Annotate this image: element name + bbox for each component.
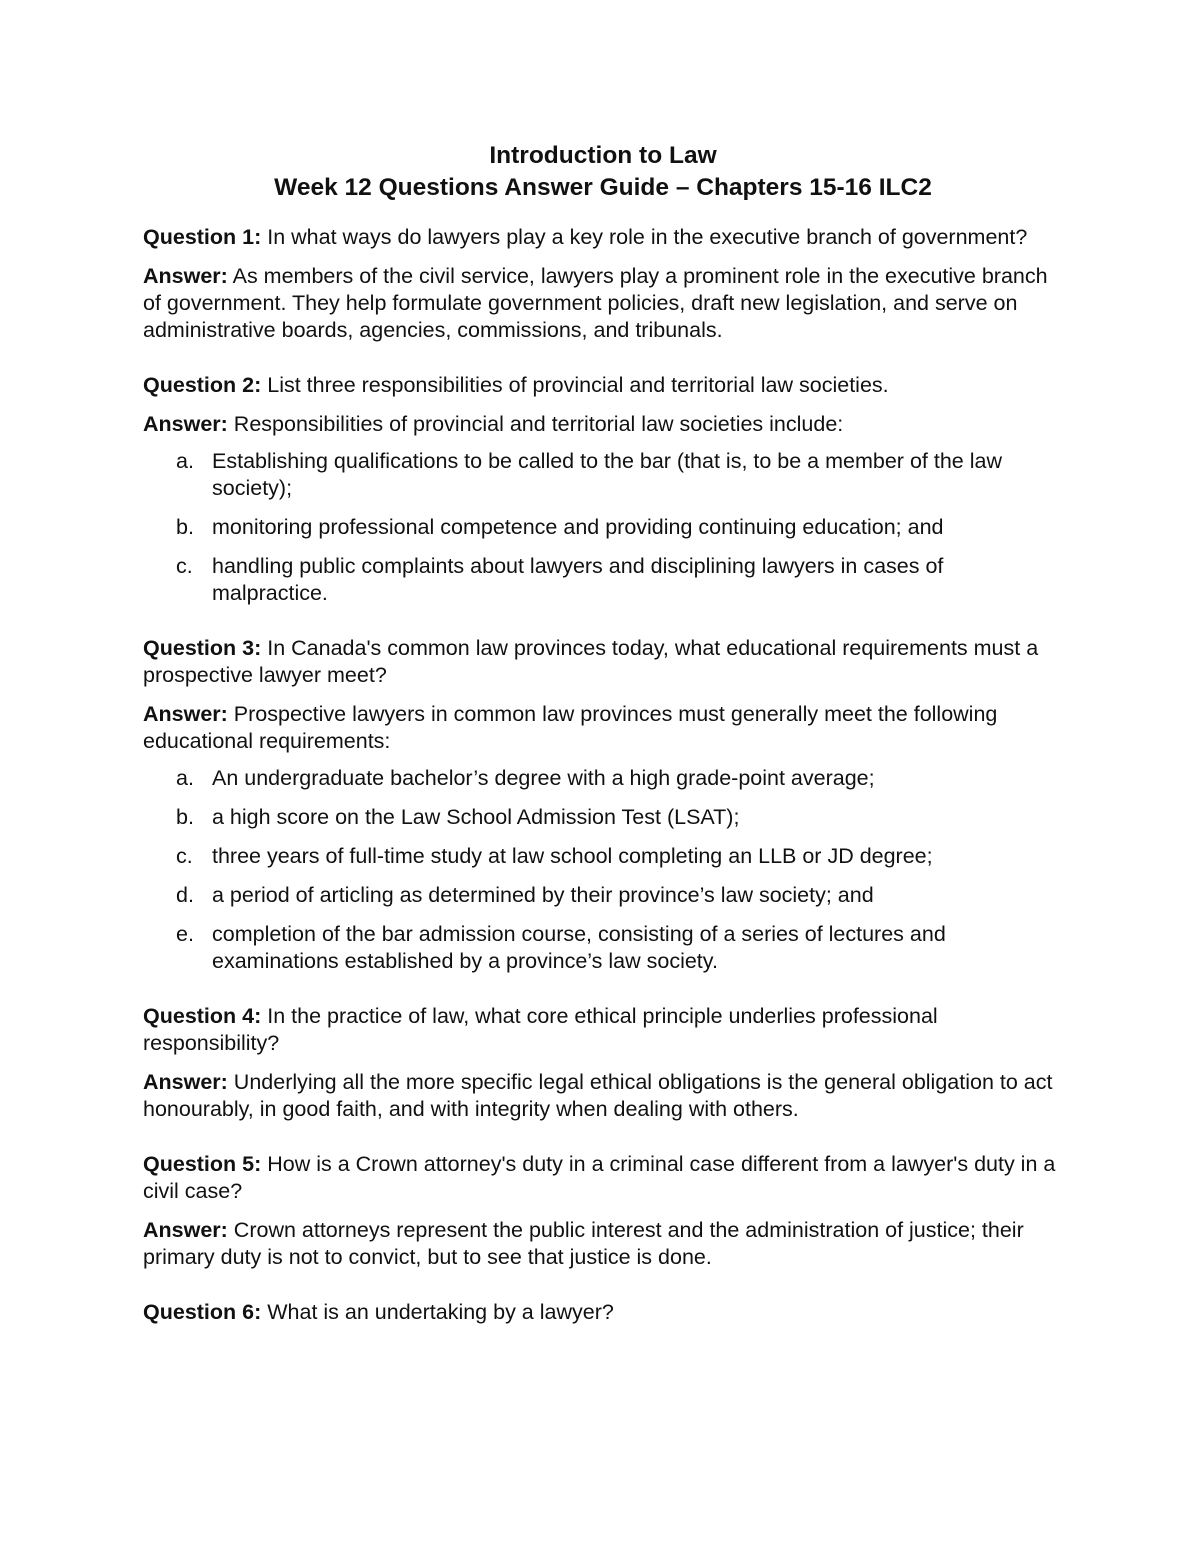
question-label: Question 4: xyxy=(143,1004,262,1028)
list-item-text: Establishing qualifications to be called to the bar (that is, to be a member of the law society); xyxy=(212,449,1002,500)
question-text: What is an undertaking by a lawyer? xyxy=(261,1300,614,1324)
list-item-text: handling public complaints about lawyers and disciplining lawyers in cases of malpractice. xyxy=(212,554,944,605)
list-item-text: a high score on the Law School Admission Test (LSAT); xyxy=(212,805,740,829)
question-label: Question 2: xyxy=(143,373,262,397)
answer-text: Responsibilities of provincial and territorial law societies include: xyxy=(227,412,844,436)
list-item xyxy=(143,448,1063,502)
list-marker: a. xyxy=(176,449,194,473)
question-2 xyxy=(143,372,1063,399)
qa-block-5 xyxy=(143,1151,1063,1271)
question-5 xyxy=(143,1151,1063,1205)
question-text: How is a Crown attorney's duty in a criminal case different from a lawyer's duty in a civil case? xyxy=(143,1152,1056,1203)
list-item xyxy=(143,553,1063,607)
document-subtitle: Week 12 Questions Answer Guide – Chapters 15-16 ILC2 xyxy=(274,174,932,201)
list-item xyxy=(143,514,1063,541)
answer-label: Answer: xyxy=(143,702,228,726)
list-marker: b. xyxy=(176,805,194,829)
list-item-text: three years of full-time study at law school completing an LLB or JD degree; xyxy=(212,844,933,868)
answer-label: Answer: xyxy=(143,1218,228,1242)
question-text: In the practice of law, what core ethical principle underlies professional responsibility? xyxy=(143,1004,938,1055)
answer-4 xyxy=(143,1069,1063,1123)
list-marker: a. xyxy=(176,766,194,790)
qa-block-2 xyxy=(143,372,1063,607)
answer-1 xyxy=(143,263,1063,344)
answer-text: Crown attorneys represent the public interest and the administration of justice; their primary duty is not to convict, but to see that justice is done. xyxy=(143,1218,1024,1269)
list-item xyxy=(143,765,1063,792)
question-1 xyxy=(143,224,1063,251)
list-marker: e. xyxy=(176,922,194,946)
list-marker: b. xyxy=(176,515,194,539)
list-marker: c. xyxy=(176,844,193,868)
answer-text: Prospective lawyers in common law provinces must generally meet the following educational requirements: xyxy=(143,702,998,753)
answer-3 xyxy=(143,701,1063,755)
question-6 xyxy=(143,1299,1063,1326)
list-item-text: a period of articling as determined by their province’s law society; and xyxy=(212,883,874,907)
qa-block-1 xyxy=(143,224,1063,344)
answer-list xyxy=(143,765,1063,975)
list-item-text: completion of the bar admission course, consisting of a series of lectures and examinations established by a province’s law society. xyxy=(212,922,946,973)
question-label: Question 3: xyxy=(143,636,262,660)
question-4 xyxy=(143,1003,1063,1057)
question-text: List three responsibilities of provincial and territorial law societies. xyxy=(261,373,889,397)
answer-label: Answer: xyxy=(143,264,228,288)
list-marker: d. xyxy=(176,883,194,907)
list-marker: c. xyxy=(176,554,193,578)
list-item xyxy=(143,843,1063,870)
list-item-text: monitoring professional competence and providing continuing education; and xyxy=(212,515,944,539)
answer-label: Answer: xyxy=(143,1070,228,1094)
qa-block-6 xyxy=(143,1299,1063,1326)
question-label: Question 5: xyxy=(143,1152,262,1176)
list-item-text: An undergraduate bachelor’s degree with a high grade-point average; xyxy=(212,766,875,790)
question-text: In Canada's common law provinces today, what educational requirements must a prospective lawyer meet? xyxy=(143,636,1039,687)
qa-block-4 xyxy=(143,1003,1063,1123)
answer-text: As members of the civil service, lawyers play a prominent role in the executive branch of government. They help formulate government policies, draft new legislation, and serve on administrative boards, agencies, commissions, and tribunals. xyxy=(143,264,1048,342)
answer-label: Answer: xyxy=(143,412,228,436)
list-item xyxy=(143,921,1063,975)
list-item xyxy=(143,882,1063,909)
list-item xyxy=(143,804,1063,831)
answer-5 xyxy=(143,1217,1063,1271)
qa-block-3 xyxy=(143,635,1063,975)
document-header xyxy=(143,140,1063,204)
question-label: Question 6: xyxy=(143,1300,262,1324)
document-title: Introduction to Law xyxy=(489,142,717,169)
question-3 xyxy=(143,635,1063,689)
question-text: In what ways do lawyers play a key role in the executive branch of government? xyxy=(261,225,1028,249)
question-label: Question 1: xyxy=(143,225,262,249)
answer-list xyxy=(143,448,1063,607)
document-page xyxy=(143,140,1063,1326)
answer-2 xyxy=(143,411,1063,438)
answer-text: Underlying all the more specific legal ethical obligations is the general obligation to act honourably, in good faith, and with integrity when dealing with others. xyxy=(143,1070,1053,1121)
